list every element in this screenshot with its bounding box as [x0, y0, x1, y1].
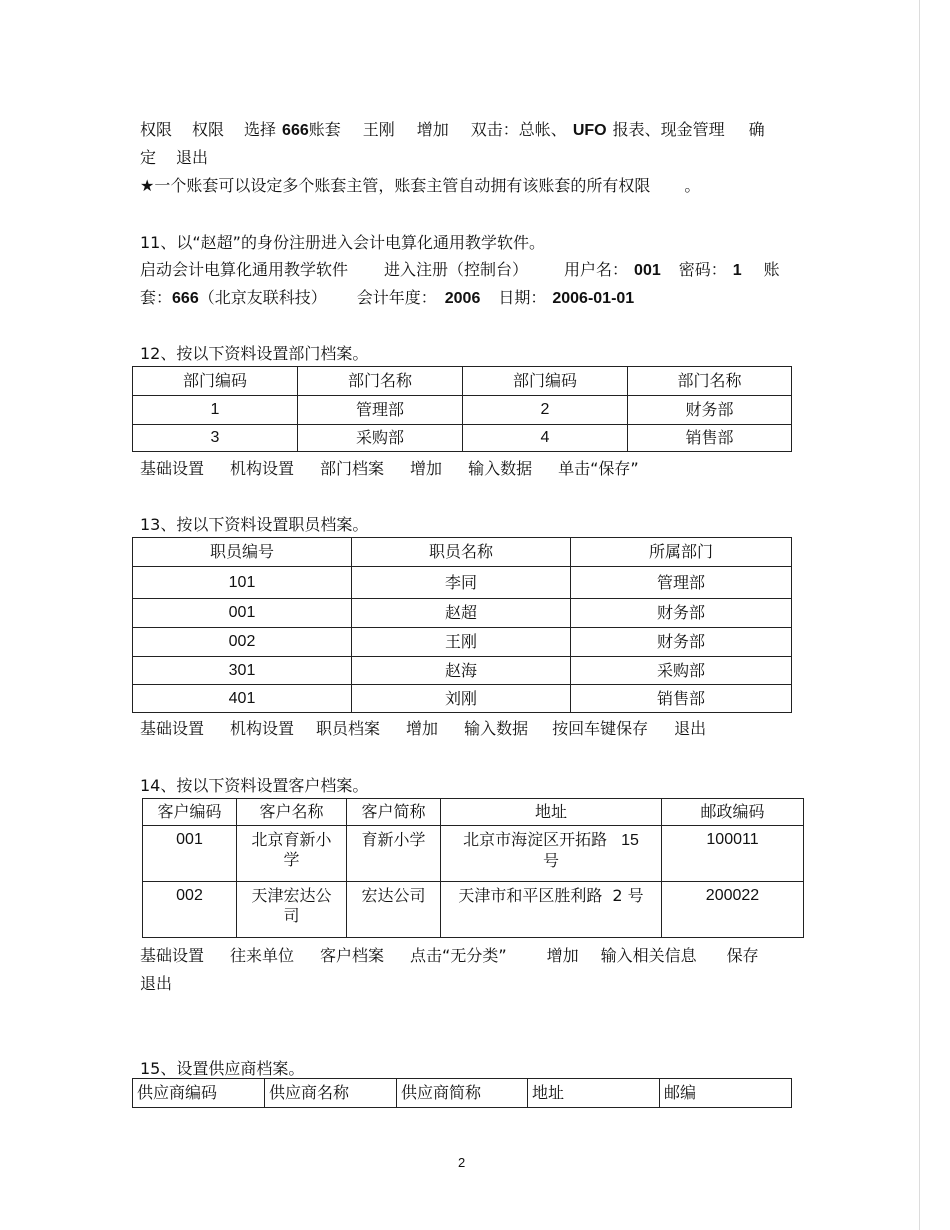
text: 增加: [546, 946, 579, 965]
text: 号: [542, 851, 559, 870]
header-cell: 所属部门: [571, 538, 792, 567]
header-cell: 供应商名称: [265, 1079, 397, 1108]
table-cell: 赵超: [352, 599, 571, 628]
table-cell: 管理部: [298, 396, 463, 425]
header-cell: 职员名称: [352, 538, 571, 567]
text: 天津市和平区胜利路: [458, 886, 603, 905]
table-header-row: [133, 367, 792, 396]
text: 北京市海淀区开拓路: [463, 830, 608, 849]
s14-title: 14、按以下资料设置客户档案。: [140, 776, 369, 795]
text: 双击：总帐、: [470, 120, 567, 139]
text: 报表、现金管理: [612, 120, 725, 139]
header-cell: 邮编: [660, 1079, 792, 1108]
text: 基础设置: [140, 719, 205, 738]
intro-note: [140, 176, 700, 198]
table-cell: 采购部: [298, 425, 463, 452]
text: 基础设置: [140, 459, 205, 478]
text: 。: [684, 176, 701, 195]
table-header-row: [133, 538, 792, 567]
table-cell: 3: [133, 425, 298, 452]
text: 1: [732, 262, 742, 279]
text: 2006: [444, 290, 481, 307]
table-cell: 管理部: [571, 567, 792, 599]
table-cell: 销售部: [628, 425, 792, 452]
page-edge: [919, 0, 920, 1230]
text: 密码：: [678, 260, 727, 279]
header-cell: 供应商简称: [397, 1079, 528, 1108]
text: 15: [621, 832, 639, 849]
text: 保存: [726, 946, 759, 965]
text: 往来单位: [230, 946, 295, 965]
header-cell: 客户编码: [143, 799, 237, 826]
department-table: [132, 366, 792, 452]
table-cell: 2: [463, 396, 628, 425]
text: 权限: [192, 120, 225, 139]
text: 机构设置: [230, 719, 295, 738]
header-cell: 供应商编码: [133, 1079, 265, 1108]
table-cell: 100011: [662, 826, 804, 882]
table-cell: 育新小学: [347, 826, 441, 882]
s11-line-b: [140, 288, 634, 310]
text: 机构设置: [230, 459, 295, 478]
text: 定: [140, 148, 157, 167]
table-cell: 李同: [352, 567, 571, 599]
text: 选择: [244, 120, 277, 139]
table-cell: 刘刚: [352, 685, 571, 713]
s15-title: 15、设置供应商档案。: [140, 1059, 305, 1078]
text: 权限: [140, 120, 173, 139]
text: 进入注册（控制台）: [384, 260, 529, 279]
supplier-table: [132, 1078, 792, 1108]
table-row: [133, 599, 792, 628]
text: 输入数据: [468, 459, 533, 478]
table-cell: 1: [133, 396, 298, 425]
s14-steps: [140, 946, 759, 968]
header-cell: 部门名称: [298, 367, 463, 396]
text: 启动会计电算化通用教学软件: [140, 260, 349, 279]
header-cell: 部门编码: [463, 367, 628, 396]
header-cell: 邮政编码: [662, 799, 804, 826]
table-cell: 销售部: [571, 685, 792, 713]
text: 增加: [410, 459, 443, 478]
text: （北京友联科技）: [198, 288, 327, 307]
header-cell: 职员编号: [133, 538, 352, 567]
text: 会计年度：: [356, 288, 437, 307]
table-cell: 4: [463, 425, 628, 452]
table-row: [133, 685, 792, 713]
table-cell: [237, 826, 347, 882]
text: UFO: [572, 122, 607, 139]
intro-line-1: [140, 120, 765, 142]
table-header-row: [133, 1079, 792, 1108]
text: 点击“无分类”: [410, 946, 507, 965]
text: 666: [282, 122, 309, 139]
text: 2 号: [612, 886, 644, 905]
text: 部门档案: [320, 459, 385, 478]
text: 退出: [674, 719, 707, 738]
text: 确: [748, 120, 765, 139]
text: 套：: [140, 288, 173, 307]
intro-line-2: [140, 148, 208, 170]
table-cell: 101: [133, 567, 352, 599]
text: 基础设置: [140, 946, 205, 965]
text: 按回车键保存: [552, 719, 649, 738]
header-cell: 部门编码: [133, 367, 298, 396]
text: 输入相关信息: [600, 946, 697, 965]
header-cell: 客户简称: [347, 799, 441, 826]
text: ★一个账套可以设定多个账套主管，账套主管自动拥有该账套的所有权限: [140, 176, 651, 195]
table-cell: [441, 826, 662, 882]
customer-table: [142, 798, 804, 938]
s13-title: 13、按以下资料设置职员档案。: [140, 515, 369, 534]
text: 学: [283, 850, 300, 869]
table-cell: 财务部: [571, 628, 792, 657]
text: 001: [634, 262, 661, 279]
s12-steps: [140, 459, 639, 481]
table-cell: 采购部: [571, 657, 792, 685]
table-cell: 财务部: [628, 396, 792, 425]
table-cell: 301: [133, 657, 352, 685]
page-number: 2: [458, 1155, 466, 1170]
table-cell: 401: [133, 685, 352, 713]
table-row: [133, 567, 792, 599]
table-cell: 宏达公司: [347, 882, 441, 938]
table-header-row: [143, 799, 804, 826]
table-cell: 赵海: [352, 657, 571, 685]
s11-title: 11、以“赵超”的身份注册进入会计电算化通用教学软件。: [140, 233, 545, 252]
table-cell: 200022: [662, 882, 804, 938]
text: 职员档案: [316, 719, 381, 738]
s12-title: 12、按以下资料设置部门档案。: [140, 344, 369, 363]
table-cell: 001: [143, 826, 237, 882]
text: 666: [172, 290, 199, 307]
table-cell: 002: [143, 882, 237, 938]
header-cell: 地址: [441, 799, 662, 826]
table-cell: [441, 882, 662, 938]
table-cell: 002: [133, 628, 352, 657]
text: 日期：: [498, 288, 547, 307]
header-cell: 地址: [528, 1079, 660, 1108]
table-row: [143, 882, 804, 938]
table-row: [133, 396, 792, 425]
text: 司: [283, 906, 300, 925]
table-row: [133, 657, 792, 685]
s13-steps: [140, 719, 706, 741]
text: 单击“保存”: [558, 459, 639, 478]
text: 退出: [176, 148, 209, 167]
text: 天津宏达公: [251, 886, 332, 905]
s11-line-a: [140, 260, 780, 282]
text: 2006-01-01: [552, 290, 635, 307]
table-cell: 财务部: [571, 599, 792, 628]
text: 增加: [406, 719, 439, 738]
text: 客户档案: [320, 946, 385, 965]
header-cell: 部门名称: [628, 367, 792, 396]
text: 输入数据: [464, 719, 529, 738]
table-row: [133, 425, 792, 452]
text: 账套: [308, 120, 341, 139]
table-cell: 王刚: [352, 628, 571, 657]
table-row: [143, 826, 804, 882]
table-row: [133, 628, 792, 657]
text: 增加: [416, 120, 449, 139]
staff-table: [132, 537, 792, 713]
table-cell: 001: [133, 599, 352, 628]
s14-steps-2: 退出: [140, 974, 173, 993]
table-cell: [237, 882, 347, 938]
header-cell: 客户名称: [237, 799, 347, 826]
text: 用户名：: [564, 260, 629, 279]
text: 北京育新小: [251, 830, 332, 849]
text: 王刚: [362, 120, 395, 139]
text: 账: [763, 260, 780, 279]
